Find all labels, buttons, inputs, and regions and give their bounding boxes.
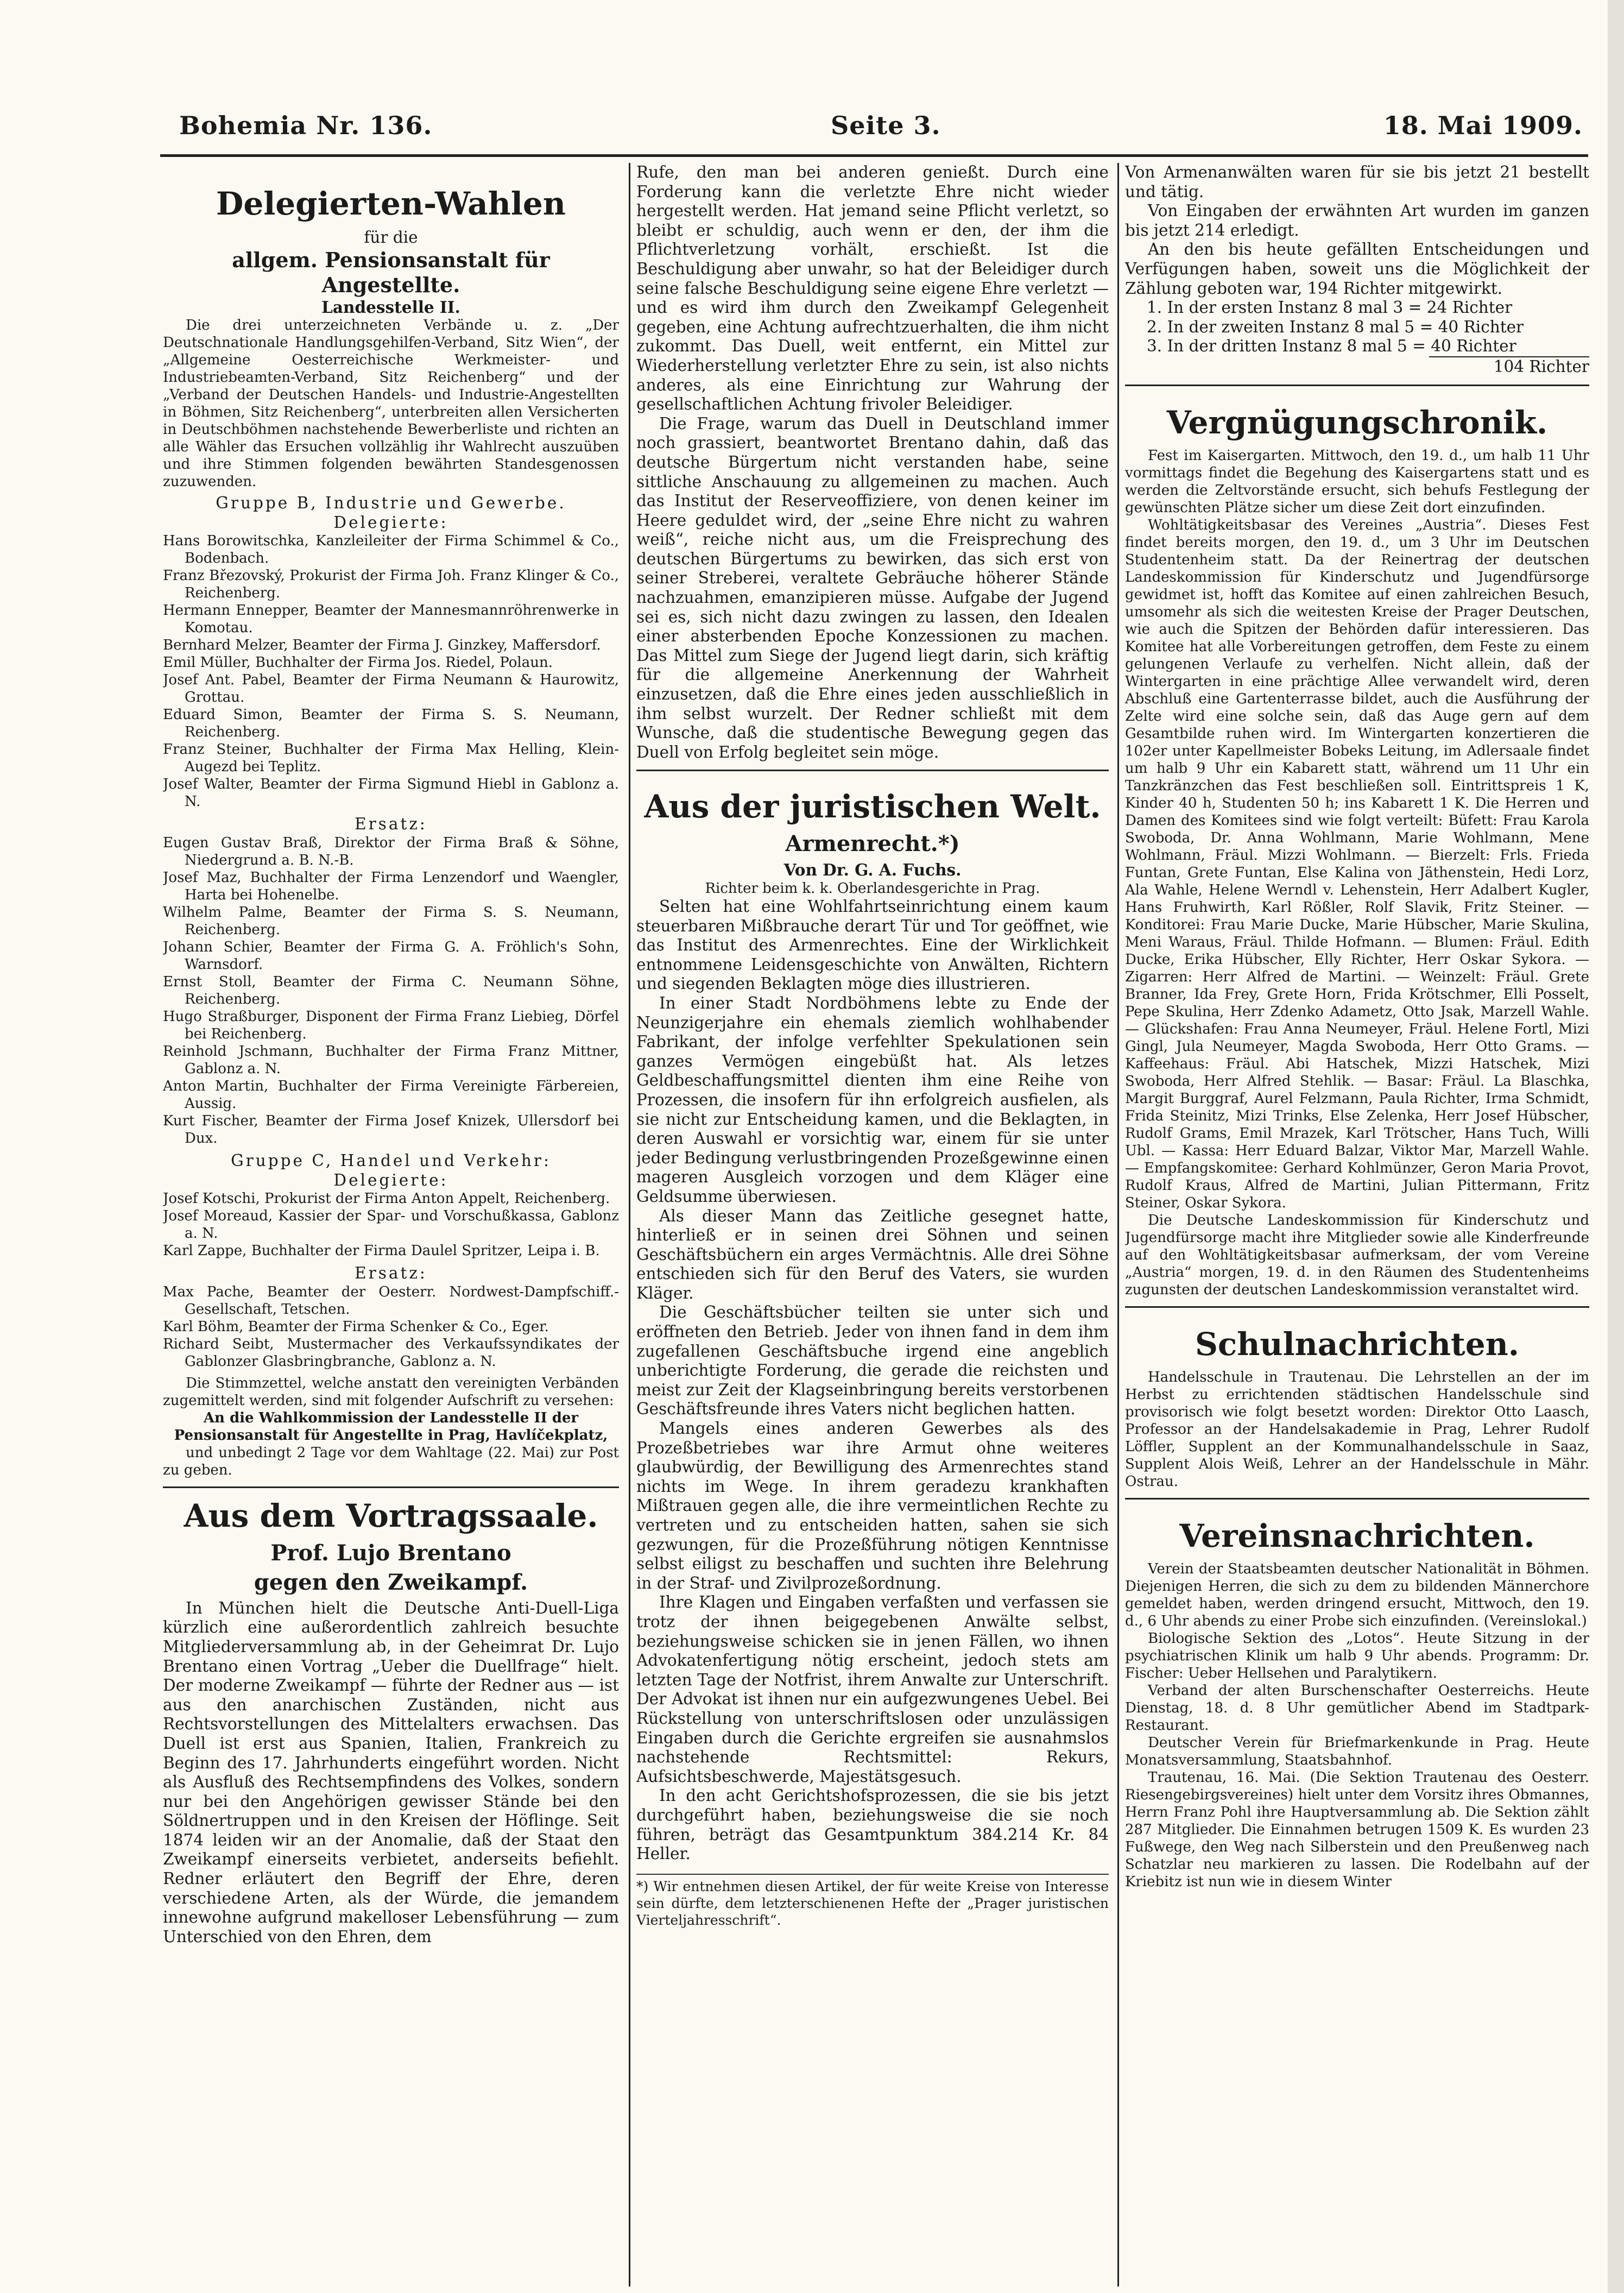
list-item: Josef Ant. Pabel, Beamter der Firma Neumann & Haurowitz, Grottau. — [163, 672, 619, 706]
column-divider-1 — [629, 163, 630, 2286]
list-item: Eugen Gustav Braß, Direktor der Firma Braß & Söhne, Niedergrund a. B. N.-B. — [163, 834, 619, 868]
list-item: Josef Kotschi, Prokurist der Firma Anton Appelt, Reichenberg. — [163, 1190, 610, 1207]
paragraph: Trautenau, 16. Mai. (Die Sektion Trautenau des Oesterr. Riesengebirgsvereines) hielt unter dem Vorsitz ihres Obmannes, Herrn Franz Pohl ihre Hauptversammlung ab. Die Sektion zählt 287 Mitglieder. Die Einnahmen betrugen 1509 K. Es wurden 23 Fußwege, den Weg nach Silberstein und den Preußenweg nach Schatzlar neu markieren zu lassen. Die Rodelbahn auf der Kriebitz ist nun wie in diesem Winter — [1125, 1769, 1589, 1890]
delegierte-heading-c: Delegierte: — [333, 1170, 448, 1189]
paragraph: Als dieser Mann das Zeitliche gesegnet hatte, hinterließ er in seinen drei Söhnen und seinen Geschäftsbüchern ein arges Vermächtnis. Alle drei Söhne entschieden sich für den Beruf des Vaters, sie wurden Kläger. — [636, 1206, 1109, 1302]
list-item: 3. In der dritten Instanz 8 mal 5 = 40 Richter — [1147, 337, 1516, 356]
section-schul — [1125, 1306, 1589, 1490]
closing-paragraph: Die Stimmzettel, welche anstatt den vereinigten Verbänden zugemittelt werden, sind mit folgender Aufschrift zu versehen: — [163, 1375, 619, 1409]
footnote: *) Wir entnehmen diesen Artikel, der für weite Kreise von Interesse sein dürfte, dem letzterschienenen Hefte der „Prager juristischen Vierteljahresschrift“. — [636, 1874, 1109, 1929]
list-item: 2. In der zweiten Instanz 8 mal 5 = 40 Richter — [1147, 317, 1524, 336]
juristisch-author: Von Dr. G. A. Fuchs. — [783, 860, 962, 880]
list-item: 1. In der ersten Instanz 8 mal 3 = 24 Richter — [1147, 298, 1513, 317]
subtitle-pensionsanstalt: allgem. Pensionsanstalt für Angestellte. — [232, 247, 550, 297]
list-item: Franz Steiner, Buchhalter der Firma Max Helling, Klein-Augezd bei Teplitz. — [163, 741, 619, 776]
subtitle-landesstelle: Landesstelle II. — [321, 297, 460, 317]
section-verein — [1125, 1498, 1589, 1891]
list-item: Johann Schier, Beamter der Firma G. A. Fröhlich's Sohn, Warnsdorf. — [163, 938, 619, 973]
juristisch-author-role: Richter beim k. k. Oberlandesgerichte in Prag. — [705, 880, 1040, 897]
paragraph: Von Armenanwälten waren für sie bis jetzt 21 bestellt und tätig. — [1125, 163, 1589, 201]
group-b-delegates — [163, 532, 619, 810]
paragraph: An den bis heute gefällten Entscheidungen und Verfügungen haben, soweit uns die Möglichkeit der Zählung geboten war, 194 Richter mitgewirkt. — [1125, 240, 1589, 298]
column-middle — [636, 163, 1109, 2281]
paragraph: Fest im Kaisergarten. Mittwoch, den 19. d., um halb 11 Uhr vormittags findet die Begehung des Kaisergartens statt und es werden die Zeltvorstände ersucht, sich behufs Festlegung der gewünschten Plätze sicher um diese Zeit dort einzufinden. — [1125, 447, 1589, 516]
list-item: Bernhard Melzer, Beamter der Firma J. Ginzkey, Maffersdorf. — [163, 637, 601, 654]
list-item: Karl Zappe, Buchhalter der Firma Daulel Spritzer, Leipa i. B. — [163, 1243, 600, 1259]
article-title-verein: Vereinsnachrichten. — [1179, 1517, 1535, 1554]
list-item: Josef Moreaud, Kassier der Spar- und Vorschußkassa, Gablonz a. N. — [163, 1208, 619, 1242]
list-item: Karl Böhm, Beamter der Firma Schenker & Co., Eger. — [163, 1318, 549, 1335]
paragraph: Deutscher Verein für Briefmarkenkunde in Prag. Heute Monatsversammlung, Staatsbahnhof. — [1125, 1734, 1589, 1768]
vortrag-paragraph: In München hielt die Deutsche Anti-Duell-Liga kürzlich eine außerordentlich zahlreich besuchte Mitgliederversammlung ab, in der Geheimrat Dr. Lujo Brentano einen Vortrag „Ueber die Duellfrage“ hielt. Der moderne Zweikampf — führte der Redner aus — ist aus den anarchischen Zuständen, nicht aus Rechtsvorstellungen des Mittelalters erwachsen. Das Duell ist erst aus Spanien, Italien, Frankreich zu Beginn des 17. Jahrhunderts eingeführt worden. Nicht als Ausfluß des Rechtsempfindens des Volkes, sondern nur bei den Angehörigen gewisser Stände bei den Söldnertruppen und in den Kreisen der Höflinge. Seit 1874 leiden wir an der Anomalie, daß der Staat den Zweikampf einerseits verbietet, anderseits befiehlt. Redner erläutert den Begriff der Ehre, deren verschiedene Arten, als der Würde, die jemandem innewohne aufgrund makelloser Lebensführung — zum Unterschied von den Ehren, dem — [163, 1598, 619, 1946]
page-edge-shadow — [1608, 0, 1624, 2293]
paragraph: Die Deutsche Landeskommission für Kinderschutz und Jugendfürsorge macht ihre Mitglieder sowie alle Kinderfreunde auf den Wohltätigkeitsbasar aufmerksam, der vom Vereine „Austria“ morgen, 19. d. in den Räumen des Studentenheims zugunsten der deutschen Landeskommission veranstaltet wird. — [1125, 1212, 1589, 1298]
paragraph: Verein der Staatsbeamten deutscher Nationalität in Böhmen. Diejenigen Herren, die sich zu dem zu bildenden Männerchore gemeldet haben, werden dringend ersucht, Mittwoch, den 19. d., 6 Uhr abends zu einer Probe sich einzufinden. (Vereinslokal.) — [1125, 1560, 1589, 1629]
list-item: Hugo Straßburger, Disponent der Firma Franz Liebieg, Dörfel bei Reichenberg. — [163, 1008, 619, 1042]
section-juristisch — [636, 770, 1109, 1928]
article-title-delegierten: Delegierten-Wahlen — [216, 185, 566, 222]
paragraph: In den acht Gerichtshofsprozessen, die sie bis jetzt durchgeführt haben, beziehungsweise die sie noch führen, beträgt das Gesamtpunktum 384.214 Kr. 84 Heller. — [636, 1786, 1109, 1863]
paragraph: Selten hat eine Wohlfahrtseinrichtung einem kaum steuerbaren Mißbrauche derart Tür und Tor geöffnet, wie das Institut des Armenrechtes. Eine der Wirklichkeit entnommene Leidensgeschichte von Anwälten, Richtern und siegenden Beklagten möge dies illustrieren. — [636, 897, 1109, 993]
paragraph: Mangels eines anderen Gewerbes als des Prozeßbetriebes war ihre Armut ohne weiteres glaubwürdig, der Bewilligung des Armenrechtes stand nichts im Wege. In ihrem geradezu krankhaften Mißtrauen gegen alle, die ihre vermeintlichen Rechte zu vertreten und zu entscheiden hatten, sahen sie sich gezwungen, für die Prozeßführung nötigen Kenntnisse selbst eiligst zu beschaffen und suchten ihre Belehrung in der Straf- und Zivilprozeßordnung. — [636, 1419, 1109, 1592]
article-title-vergnuegung: Vergnügungschronik. — [1166, 404, 1548, 441]
masthead-rule — [160, 154, 1588, 157]
section-vergnuegung — [1125, 385, 1589, 1299]
vortrag-subtitle-2: gegen den Zweikampf. — [254, 1569, 528, 1595]
list-item: Wilhelm Palme, Beamter der Firma S. S. Neumann, Reichenberg. — [163, 904, 619, 938]
group-c-delegates — [163, 1190, 619, 1259]
paragraph: Verband der alten Burschenschafter Oesterreichs. Heute Dienstag, 18. d. 8 Uhr gemütlicher Abend im Stadtpark-Restaurant. — [1125, 1682, 1589, 1734]
intro-paragraph: Die drei unterzeichneten Verbände u. z. „Der Deutschnationale Handlungsgehilfen-Verband, Sitz Wien“, der „Allgemeine Oesterreichische Werkmeister- und Industriebeamten-Verband, Sitz Reichenberg“ und der „Verband der Deutschen Handels- und Industrie-Angestellten in Böhmen, Sitz Reichenberg“, unterbreiten allen Versicherten in Deutschböhmen nachstehende Bewerberliste und richten an alle Wähler das Ersuchen vollzählig ihr Wahlrecht auszuüben und ihre Stimmen folgenden bewährten Standesgenossen zuzuwenden. — [163, 317, 619, 490]
group-c-heading: Gruppe C, Handel und Verkehr: — [231, 1151, 551, 1170]
list-item: Richard Seibt, Mustermacher des Verkaufssyndikates der Gablonzer Glasbringbranche, Gablonz a. N. — [163, 1336, 619, 1370]
list-item: Anton Martin, Buchhalter der Firma Vereinigte Färbereien, Aussig. — [163, 1078, 619, 1112]
instanz-list — [1125, 298, 1589, 356]
list-item: Max Pache, Beamter der Oesterr. Nordwest-Dampfschiff.-Gesellschaft, Tetschen. — [163, 1283, 619, 1318]
paragraph: Ihre Klagen und Eingaben verfaßten und verfassen sie trotz der ihnen beigegebenen Anwälte selbst, beziehungsweise schicken sie in jenen Fällen, wo ihnen Advokatenfertigung nötig erscheint, jedoch stets am letzten Tage der Notfrist, ihrem Anwalte zur Unterschrift. Der Advokat ist ihnen nur ein aufgezwungenes Uebel. Bei Rückstellung von unterschriftslosen oder unzulässigen Eingaben durch die Gerichte ergreifen sie ausnahmslos nachstehende Rechtsmittel: Rekurs, Aufsichtsbeschwerde, Majestätsgesuch. — [636, 1593, 1109, 1786]
paragraph: Die Geschäftsbücher teilten sie unter sich und eröffneten den Betrieb. Jeder von ihnen fand in dem ihm zugefallenen Geschäftsbuche irgend eine angeblich unberichtigte Forderung, die gerade die reichsten und meist zur Zeit der Klagseinbringung bereits verstorbenen Geschäftsfreunde ihres Vaters nicht beglichen hatten. — [636, 1303, 1109, 1419]
list-item: Eduard Simon, Beamter der Firma S. S. Neumann, Reichenberg. — [163, 707, 619, 741]
column-right — [1125, 163, 1589, 2281]
masthead — [179, 111, 1583, 149]
list-item: Kurt Fischer, Beamter der Firma Josef Knizek, Ullersdorf bei Dux. — [163, 1112, 619, 1146]
ersatz-heading-c: Ersatz: — [355, 1264, 427, 1283]
list-item: Ernst Stoll, Beamter der Firma C. Neumann Söhne, Reichenberg. — [163, 973, 619, 1007]
delegierte-heading: Delegierte: — [333, 513, 448, 532]
group-b-heading: Gruppe B, Industrie und Gewerbe. — [216, 494, 566, 513]
article-title-schul: Schulnachrichten. — [1195, 1325, 1519, 1363]
subtitle-fuer-die: für die — [364, 228, 418, 247]
group-c-ersatz — [163, 1283, 619, 1370]
section-vortrag — [163, 1486, 619, 1947]
list-item: Hans Borowitschka, Kanzleileiter der Firma Schimmel & Co., Bodenbach. — [163, 533, 619, 567]
paragraph: Handelsschule in Trautenau. Die Lehrstellen an der im Herbst zu errichtenden städtischen Handelsschule sind provisorisch wie folgt besetzt worden: Direktor Otto Laasch, Professor an der Handelsakademie in Prag, Lehrer Rudolf Löffler, Supplent an der Kommunalhandelsschule in Saaz, Supplent Alois Weiß, Lehrer an der Handelsschule in Mähr. Ostrau. — [1125, 1369, 1589, 1490]
list-item: Emil Müller, Buchhalter der Firma Jos. Riedel, Polaun. — [163, 654, 553, 671]
article-title-vortrag: Aus dem Vortragssaale. — [184, 1497, 598, 1534]
instanz-total: 104 Richter — [1429, 356, 1589, 377]
paragraph: Wohltätigkeitsbasar des Vereines „Austria“. Dieses Fest findet bereits morgen, den 19. d., um 3 Uhr im Deutschen Studentenheim statt. Da der Reinertrag der deutschen Landeskommission für Kinderschutz und Jugendfürsorge gewidmet ist, hofft das Komitee auf einen zahlreichen Besuch, umsomehr als sich die weitesten Kreise der Prager Deutschen, wie auch die Spitzen der Behörden dafür interessieren. Das Komitee hat alle Vorbereitungen getroffen, dem Feste zu einem gelungenen Verlaufe zu verhelfen. Nicht allein, daß der Wintergarten in eine prächtige Allee verwandelt wird, deren Abschluß eine Gartenterrasse bildet, auch die Ausführung der Zelte wird eine solche sein, daß das Auge gern auf dem Gesamtbilde ruhen wird. Im Wintergarten konzertieren die 102er unter Kapellmeister Bobeks Leitung, im Adlersaale findet um halb 9 Uhr ein Kabarett statt, während um 11 Uhr ein Tanzkränzchen das Fest beschließen soll. Eintrittspreis 1 K, Kinder 40 h, Studenten 50 h; ins Kabarett 1 K. Die Herren und Damen des Komitees sind wie folgt verteilt: Büfett: Frau Karola Swoboda, Dr. Anna Wohlmann, Marie Wohlmann, Mene Wohlmann, Fräul. Mizzi Wohlmann. — Bierzelt: Frls. Frieda Funtan, Grete Funtan, Else Kalina von Jäthenstein, Hedi Lorz, Ala Wahle, Helene Werndl v. Lehenstein, Herr Adalbert Kugler, Hans Fruhwirth, Karl Rößler, Rolf Slavik, Fritz Steiner. — Konditorei: Frau Marie Ducke, Marie Hübscher, Marie Skulina, Meni Waraus, Fräul. Thilde Hofmann. — Blumen: Fräul. Edith Ducke, Erika Hübscher, Elly Richter, Herr Oskar Sykora. — Zigarren: Herr Alfred de Martini. — Weinzelt: Fräul. Grete Branner, Ida Frey, Grete Horn, Frida Krötschmer, Elli Posselt, Pepe Skulina, Herr Zdenko Adametz, Otto Jsak, Marzell Wahle. — Glückshafen: Frau Anna Neumeyer, Fräul. Helene Fortl, Mizi Gingl, Jula Neumeyer, Magda Swoboda, Herr Otto Grams. — Kaffeehaus: Fräul. Abi Hatschek, Mizzi Hatschek, Mizi Swoboda, Herr Alfred Stehlik. — Basar: Fräul. La Blaschka, Margit Burggraf, Aurel Felzmann, Paula Richter, Irma Schmidt, Frida Steinitz, Mizi Trinks, Else Zelenka, Herr Josef Hübscher, Rudolf Grams, Emil Mrazek, Karl Trötscher, Hans Tuch, Willi Ubl. — Kassa: Herr Eduard Balzar, Viktor Mar, Marzell Wahle. — Empfangskomitee: Gerhard Kohlmünzer, Geron Maria Provot, Rudolf Kraus, Alfred de Martini, Julian Pittermann, Fritz Steiner, Oskar Sykora. — [1125, 516, 1589, 1211]
article-title-juristisch: Aus der juristischen Welt. — [644, 788, 1101, 826]
juristisch-subtitle: Armenrecht.*) — [785, 831, 960, 857]
column-left — [163, 163, 619, 2281]
paragraph: In einer Stadt Nordböhmens lebte zu Ende der Neunzigerjahre ein ehemals ziemlich wohlhabender Fabrikant, der infolge verfehlter Spekulationen sein ganzes Vermögen eingebüßt hat. Als letzes Geldbeschaffungsmittel dienten ihm eine Reihe von Prozessen, die insofern für ihn erfolgreich ausfielen, als sie nicht zur Entscheidung kamen, und die Beklagten, in deren Auswahl er vorsichtig war, einem für sie unter jeder Bedingung verlustbringenden Prozeßgewinne einen mageren Ausgleich vorzogen und dem Kläger eine Geldsumme überwiesen. — [636, 993, 1109, 1206]
column-divider-2 — [1117, 163, 1119, 2286]
paragraph: Biologische Sektion des „Lotos“. Heute Sitzung in der psychiatrischen Klinik um halb 9 Uhr abends. Programm: Dr. Fischer: Ueber Hellsehen und Paralytikern. — [1125, 1630, 1589, 1681]
masthead-page: Seite 3. — [831, 111, 941, 140]
list-item: Josef Walter, Beamter der Firma Sigmund Hiebl in Gablonz a. N. — [163, 776, 619, 810]
masthead-issue: Bohemia Nr. 136. — [179, 111, 433, 140]
list-item: Hermann Ennepper, Beamter der Mannesmannröhrenwerke in Komotau. — [163, 602, 619, 637]
list-item: Franz Březovský, Prokurist der Firma Joh. Franz Klinger & Co., Reichenberg. — [163, 568, 619, 602]
duell-continued-1: Rufe, den man bei anderen genießt. Durch eine Forderung kann die verletzte Ehre nicht wieder hergestellt werden. Hat jemand seine Pflicht verletzt, so bleibt er schuldig, auch wenn er den, der ihm die Pflichtverletzung vorhält, erschießt. Ist die Beschuldigung aber unwahr, so hat der Beleidiger durch seine falsche Beschuldigung seine eigene Ehre verletzt — und es wird ihm durch den Zweikampf Gelegenheit gegeben, eine Achtung aufrechtzuerhalten, die ihm nicht zukommt. Das Duell, weit entfernt, ein Mittel zur Wiederherstellung verletzter Ehre zu sein, ist also nichts anderes, als eine Einrichtung zur Wahrung der gesellschaftlichen Achtung frivoler Beleidiger. — [636, 163, 1109, 414]
group-b-ersatz — [163, 834, 619, 1147]
duell-continued-2: Die Frage, warum das Duell in Deutschland immer noch grassiert, beantwortet Brentano dahin, daß das deutsche Bürgertum nicht verstanden habe, seine sittliche Anschauung zu allgemeinen zu machen. Auch das Institut der Reserveoffiziere, von denen keiner im Heere geduldet wird, der „seine Ehre nicht zu wahren weiß“, reiche nicht aus, um die Freisprechung des deutschen Bürgertums zu bewirken, das sich erst von seiner Streberei, veraltete Gebräuche höherer Stände nachzuahmen, emanzipieren müsse. Aufgabe der Jugend sei es, sich nicht dazu zwingen zu lassen, den Idealen einer absterbenden Epoche Konzessionen zu machen. Das Mittel zum Siege der Jugend liegt darin, sich kräftig für die allgemeine Anerkennung der Wahrheit einzusetzen, daß die Ehre eines jeden ausschließlich in ihm selbst wurzelt. Der Redner schließt mit dem Wunsche, daß die studentische Bewegung gegen das Duell von Erfolg begleitet sein möge. — [636, 414, 1109, 761]
ersatz-heading: Ersatz: — [355, 815, 427, 834]
list-item: Reinhold Jschmann, Buchhalter der Firma Franz Mittner, Gablonz a. N. — [163, 1043, 619, 1077]
deadline-paragraph: und unbedingt 2 Tage vor dem Wahltage (22. Mai) zur Post zu geben. — [163, 1444, 619, 1478]
list-item: Josef Maz, Buchhalter der Firma Lenzendorf und Waengler, Harta bei Hohenelbe. — [163, 869, 619, 903]
masthead-date: 18. Mai 1909. — [1383, 111, 1583, 140]
vortrag-subtitle-1: Prof. Lujo Brentano — [270, 1540, 511, 1566]
paragraph: Von Eingaben der erwähnten Art wurden im ganzen bis jetzt 214 erledigt. — [1125, 201, 1589, 240]
ballot-address: An die Wahlkommission der Landesstelle II der Pensionsanstalt für Angestellte in Prag, Havlíčekplatz, — [174, 1409, 608, 1444]
